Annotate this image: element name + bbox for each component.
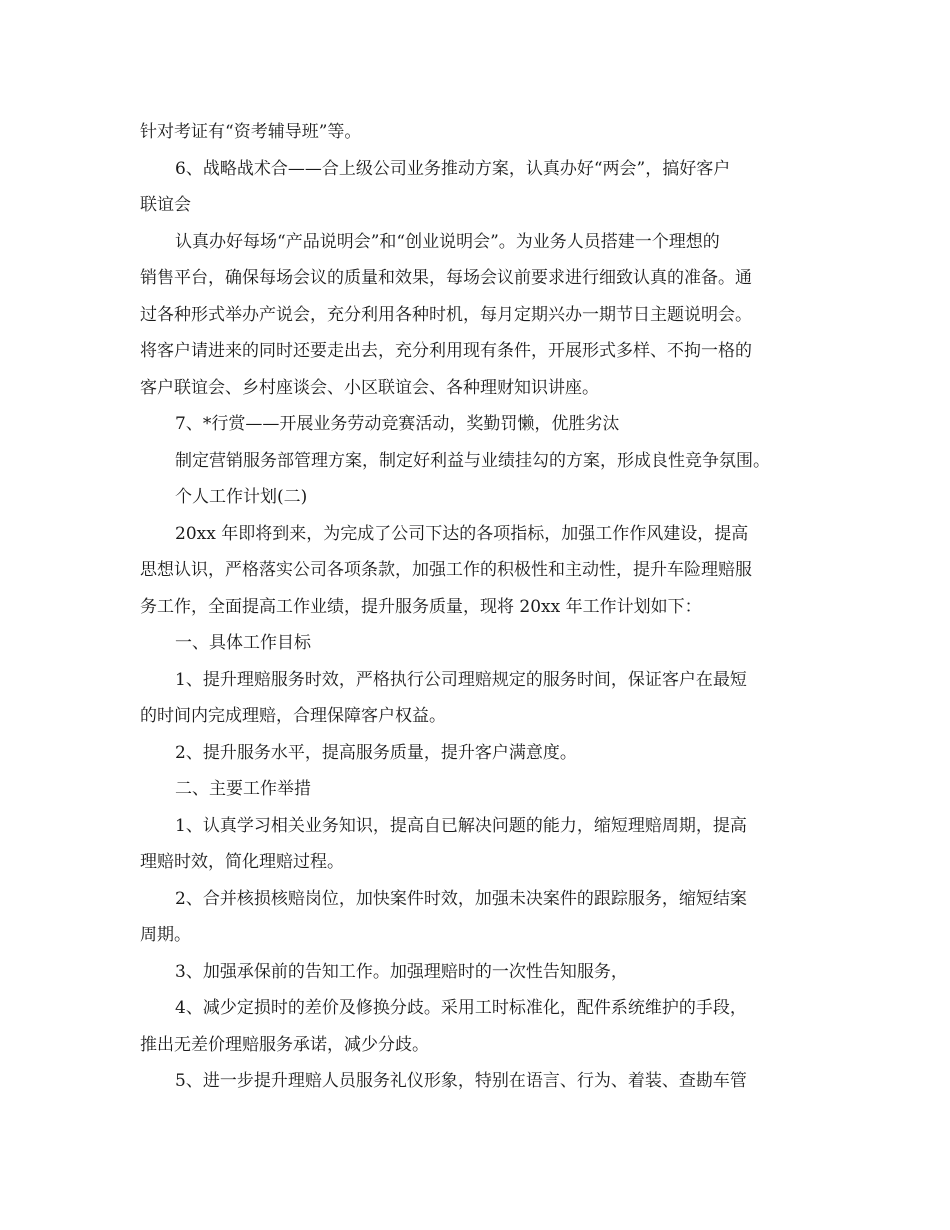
text-line: 认真办好每场“产品说明会”和“创业说明会”。为业务人员搭建一个理想的	[175, 231, 720, 252]
text-line: 过各种形式举办产说会，充分利用各种时机，每月定期兴办一期节日主题说明会。	[140, 304, 752, 325]
text-line: 制定营销服务部管理方案，制定好利益与业绩挂勾的方案，形成良性竞争氛围。	[175, 450, 770, 471]
text-line: 6、战略战术合——合上级公司业务推动方案，认真办好“两会”，搞好客户	[175, 158, 731, 179]
document-body	[140, 114, 830, 1100]
text-line: 周期。	[140, 925, 191, 945]
text-line: 7、*行赏——开展业务劳动竞赛活动，奖勤罚懒，优胜劣汰	[175, 414, 620, 434]
text-line: 2、提升服务水平，提高服务质量，提升客户满意度。	[175, 742, 577, 763]
text-line: 的时间内完成理赔，合理保障客户权益。	[140, 706, 446, 726]
text-line: 3、加强承保前的告知工作。加强理赔时的一次性告知服务，	[175, 961, 628, 982]
section-heading: 一、具体工作目标	[175, 633, 311, 653]
text-line: 客户联谊会、乡村座谈会、小区联谊会、各种理财知识讲座。	[140, 377, 599, 398]
text-line: 思想认识，严格落实公司各项条款，加强工作的积极性和主动性，提升车险理赔服	[140, 560, 752, 580]
text-line: 1、提升理赔服务时效，严格执行公司理赔规定的服务时间，保证客户在最短	[175, 669, 747, 690]
text-line: 5、进一步提升理赔人员服务礼仪形象，特别在语言、行为、着装、查勘车管	[175, 1071, 747, 1091]
section-heading: 二、主要工作举措	[175, 779, 311, 799]
text-line: 推出无差价理赔服务承诺，减少分歧。	[140, 1034, 429, 1055]
text-line: 2、合并核损核赔岗位，加快案件时效，加强未决案件的跟踪服务，缩短结案	[175, 888, 747, 909]
section-heading: 个人工作计划(二)	[175, 487, 308, 507]
text-line: 务工作，全面提高工作业绩，提升服务质量，现将 20xx 年工作计划如下：	[140, 596, 702, 617]
text-line: 20xx 年即将到来，为完成了公司下达的各项指标，加强工作作风建设，提高	[175, 523, 749, 544]
text-line: 将客户请进来的同时还要走出去，充分利用现有条件，开展形式多样、不拘一格的	[140, 341, 752, 361]
text-line: 针对考证有“资考辅导班”等。	[140, 122, 362, 142]
text-line: 理赔时效，简化理赔过程。	[140, 852, 344, 872]
text-line: 4、减少定损时的差价及修换分歧。采用工时标准化，配件系统维护的手段，	[175, 998, 747, 1018]
text-line: 销售平台，确保每场会议的质量和效果，每场会议前要求进行细致认真的准备。通	[140, 268, 752, 288]
text-line: 联谊会	[140, 195, 191, 215]
text-line: 1、认真学习相关业务知识，提高自已解决问题的能力，缩短理赔周期，提高	[175, 815, 747, 836]
